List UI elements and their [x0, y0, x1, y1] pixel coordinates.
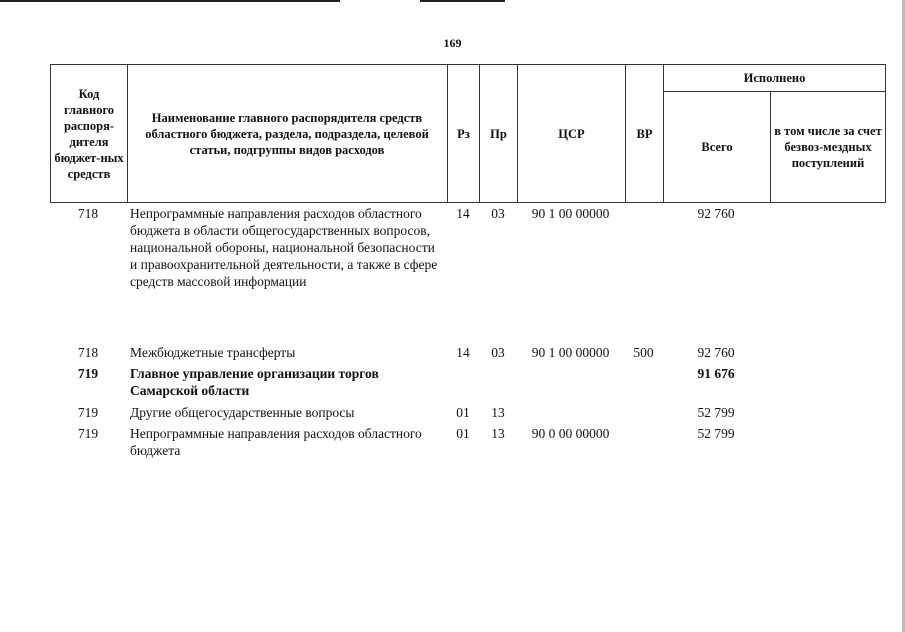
cell-csr: 90 0 00 00000 [531, 426, 610, 441]
cell-code: 718 [77, 206, 99, 221]
cell-csr: 90 1 00 00000 [531, 206, 610, 221]
top-rule [420, 0, 505, 2]
cell-csr: 90 1 00 00000 [531, 345, 610, 360]
cell-pr: 13 [491, 426, 505, 441]
cell-rz: 01 [456, 426, 470, 441]
cell-pr: 03 [491, 206, 505, 221]
cell-code: 719 [77, 366, 99, 381]
header-pr: Пр [490, 126, 507, 141]
header-executed: Исполнено [743, 71, 806, 85]
cell-total: 92 760 [697, 345, 735, 360]
page-number: 169 [443, 36, 462, 50]
cell-pr: 03 [491, 345, 505, 360]
header-incl: в том числе за счет безвоз-мездных поступлений [774, 124, 882, 170]
cell-total: 52 799 [697, 405, 735, 420]
cell-name: Другие общегосударственные вопросы [130, 405, 355, 420]
cell-total: 52 799 [697, 426, 735, 441]
cell-rz: 14 [456, 206, 470, 221]
header-code: Код главного распоря-дителя бюджет-ных средств [54, 86, 124, 181]
cell-vr: 500 [633, 345, 654, 360]
table-header [50, 64, 886, 203]
col-divider [770, 91, 771, 202]
top-rule [0, 0, 340, 2]
cell-name: Непрограммные направления расходов областного бюджета [130, 426, 422, 458]
cell-code: 719 [77, 405, 99, 420]
cell-code: 718 [77, 345, 99, 360]
cell-total: 91 676 [697, 366, 735, 381]
cell-pr: 13 [491, 405, 505, 420]
col-divider [127, 65, 128, 202]
cell-code: 719 [77, 426, 99, 441]
cell-total: 92 760 [697, 206, 735, 221]
header-rz: Рз [457, 126, 470, 141]
header-vr: ВР [636, 126, 653, 141]
cell-name: Непрограммные направления расходов областного бюджета в области общегосударственных вопросов, национальной обороны, национальной безопасности и правоохранительной деятельности, а также в сфере средств массовой информации [130, 206, 438, 289]
cell-name: Межбюджетные трансферты [130, 345, 296, 360]
cell-rz: 01 [456, 405, 470, 420]
header-total: Всего [701, 140, 733, 154]
header-name: Наименование главного распорядителя средств областного бюджета, раздела, подраздела, целевой статьи, подгруппы видов расходов [145, 110, 429, 157]
cell-name: Главное управление организации торгов Самарской области [130, 366, 379, 398]
header-csr: ЦСР [558, 126, 585, 141]
cell-rz: 14 [456, 345, 470, 360]
